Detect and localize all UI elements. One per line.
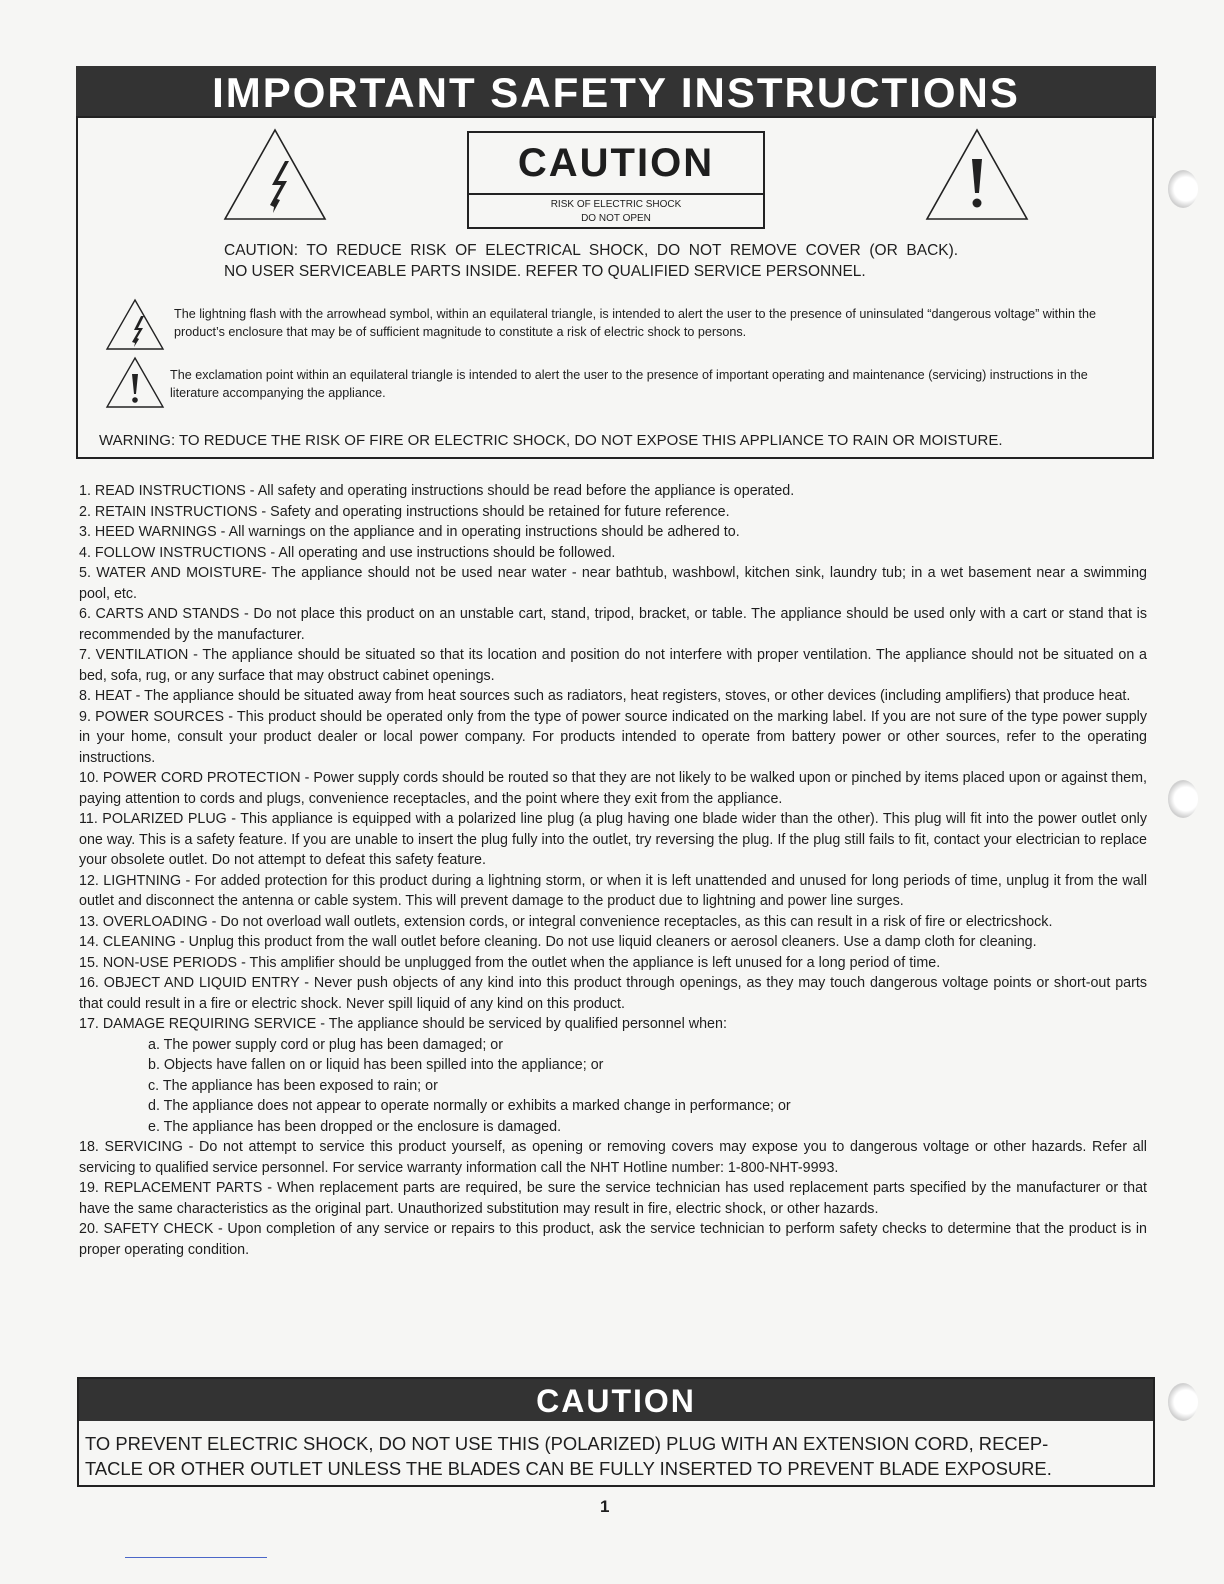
- list-item: 9. POWER SOURCES - This product should be operated only from the type of power source indicated on the marking label. If you are not sure of the type power supply in your home, consult your product dealer or local power company. For products intended to operate from battery power or other sources, refer to the operating instructions.: [79, 708, 1147, 766]
- list-item: 18. SERVICING - Do not attempt to service this product yourself, as opening or removing covers may expose you to dangerous voltage or other hazards. Refer all servicing to qualified service personnel. For service warranty information call the NHT Hotline number: 1-800-NHT-9993.: [79, 1139, 1147, 1176]
- sub-list-item: e. The appliance has been dropped or the enclosure is damaged.: [148, 1118, 562, 1135]
- list-item: 20. SAFETY CHECK - Upon completion of any service or repairs to this product, ask the service technician to perform safety checks to determine that the product is in proper operating condition.: [79, 1221, 1147, 1258]
- bottom-caution-title: CAUTION: [79, 1379, 1153, 1421]
- lightning-small-icon: [104, 298, 166, 352]
- list-item: 16. OBJECT AND LIQUID ENTRY - Never push objects of any kind into this product through openings, as they may touch dangerous voltage points or short-out parts that could result in a fire or electric shock. Never spill liquid of any kind on this product.: [79, 975, 1147, 1012]
- list-item: 15. NON-USE PERIODS - This amplifier should be unplugged from the outlet when the appliance is left unused for a long period of time.: [79, 954, 941, 971]
- list-item: 6. CARTS AND STANDS - Do not place this product on an unstable cart, stand, tripod, bracket, or table. The appliance should be used only with a cart or stand that is recommended by the manufacturer.: [79, 606, 1147, 643]
- bottom-caution-box: [77, 1377, 1155, 1487]
- page-number: 1: [600, 1497, 610, 1516]
- caution-title: CAUTION: [469, 133, 763, 195]
- lightning-warning-icon: [221, 127, 329, 223]
- list-item: 19. REPLACEMENT PARTS - When replacement parts are required, be sure the service technician has used replacement parts specified by the manufacturer or that have the same characteristics as the original part. Unauthorized substitution may result in fire, electric shock, or other hazards.: [79, 1180, 1147, 1217]
- caution-line-1: RISK OF ELECTRIC SHOCK: [550, 199, 682, 210]
- scan-mark: [125, 1557, 267, 1558]
- list-item: 2. RETAIN INSTRUCTIONS - Safety and operating instructions should be retained for future reference.: [79, 503, 730, 520]
- bottom-caution-line-1: TO PREVENT ELECTRIC SHOCK, DO NOT USE THIS (POLARIZED) PLUG WITH AN EXTENSION CORD, RECEP-: [85, 1433, 1049, 1454]
- exclamation-warning-icon: [923, 127, 1031, 223]
- list-item: 8. HEAT - The appliance should be situated away from heat sources such as radiators, heat registers, stoves, or other devices (including amplifiers) that produce heat.: [79, 688, 1131, 704]
- list-item: 5. WATER AND MOISTURE- The appliance should not be used near water - near bathtub, washbowl, kitchen sink, laundry tub; in a wet basement near a swimming pool, etc.: [79, 565, 1147, 602]
- caution-statement-line-2: NO USER SERVICEABLE PARTS INSIDE. REFER TO QUALIFIED SERVICE PERSONNEL.: [224, 263, 866, 280]
- list-item: 4. FOLLOW INSTRUCTIONS - All operating and use instructions should be followed.: [79, 544, 616, 561]
- punch-hole: [1168, 780, 1198, 818]
- warning-statement: WARNING: TO REDUCE THE RISK OF FIRE OR ELECTRIC SHOCK, DO NOT EXPOSE THIS APPLIANCE TO RAIN OR MOISTURE.: [99, 432, 1003, 449]
- list-item: 11. POLARIZED PLUG - This appliance is equipped with a polarized line plug (a plug having one blade wider than the other). This plug will fit into the power outlet only one way. This is a safety feature. If you are unable to insert the plug fully into the outlet, try reversing the plug. If the plug still fails to fit, contact your electrician to replace your obsolete outlet. Do not attempt to defeat this safety feature.: [79, 811, 1147, 868]
- sub-list-item: c. The appliance has been exposed to rain; or: [148, 1077, 438, 1094]
- caution-line-2: DO NOT OPEN: [581, 213, 651, 224]
- instruction-list: [79, 481, 1147, 1260]
- caution-statement: [224, 240, 1124, 282]
- bottom-caution-line-2: TACLE OR OTHER OUTLET UNLESS THE BLADES CAN BE FULLY INSERTED TO PREVENT BLADE EXPOSURE.: [85, 1458, 1052, 1479]
- lightning-explanation: The lightning flash with the arrowhead symbol, within an equilateral triangle, is intended to alert the user to the presence of uninsulated “dangerous voltage” within the product’s enclosure that may be of sufficient magnitude to constitute a risk of electric shock to persons.: [174, 307, 1096, 339]
- exclamation-small-icon: [104, 356, 166, 410]
- caution-statement-line-1: CAUTION: TO REDUCE RISK OF ELECTRICAL SHOCK, DO NOT REMOVE COVER (OR BACK).: [224, 242, 959, 259]
- list-item: 3. HEED WARNINGS - All warnings on the appliance and in operating instructions should be adhered to.: [79, 524, 740, 540]
- list-item: 13. OVERLOADING - Do not overload wall outlets, extension cords, or integral convenience receptacles, as this can result in a risk of fire or electricshock.: [79, 913, 1053, 930]
- page-title: IMPORTANT SAFETY INSTRUCTIONS: [76, 66, 1156, 118]
- caution-subtitle: [469, 195, 763, 226]
- list-item: 10. POWER CORD PROTECTION - Power supply cords should be routed so that they are not likely to be walked upon or pinched by items placed upon or against them, paying attention to cords and plugs, convenience receptacles, and the point where they exit from the appliance.: [79, 770, 1148, 807]
- bottom-caution-text: [79, 1421, 1153, 1481]
- punch-hole: [1168, 1383, 1198, 1421]
- punch-hole: [1168, 170, 1198, 208]
- exclamation-explanation: The exclamation point within an equilateral triangle is intended to alert the user to the presence of important operating and maintenance (servicing) instructions in the literature accompanying the appliance.: [170, 368, 1088, 400]
- list-item: 1. READ INSTRUCTIONS - All safety and operating instructions should be read before the appliance is operated.: [79, 483, 795, 499]
- list-item: 12. LIGHTNING - For added protection for this product during a lightning storm, or when it is left unattended and unused for long periods of time, unplug it from the wall outlet and disconnect the antenna or cable system. This will prevent damage to the product due to lightning and power line surges.: [79, 872, 1147, 909]
- list-item: 17. DAMAGE REQUIRING SERVICE - The appliance should be serviced by qualified personnel when:: [79, 1016, 727, 1032]
- caution-label: [467, 131, 765, 229]
- sub-list-item: a. The power supply cord or plug has been damaged; or: [148, 1036, 503, 1053]
- list-item: 7. VENTILATION - The appliance should be situated so that its location and position do not interfere with proper ventilation. The appliance should not be situated on a bed, sofa, rug, or any surface that may obstruct cabinet openings.: [79, 647, 1147, 684]
- list-item: 14. CLEANING - Unplug this product from the wall outlet before cleaning. Do not use liquid cleaners or aerosol cleaners. Use a damp cloth for cleaning.: [79, 934, 1037, 950]
- sub-list-item: b. Objects have fallen on or liquid has been spilled into the appliance; or: [148, 1057, 604, 1073]
- sub-list-item: d. The appliance does not appear to operate normally or exhibits a marked change in performance; or: [148, 1098, 791, 1114]
